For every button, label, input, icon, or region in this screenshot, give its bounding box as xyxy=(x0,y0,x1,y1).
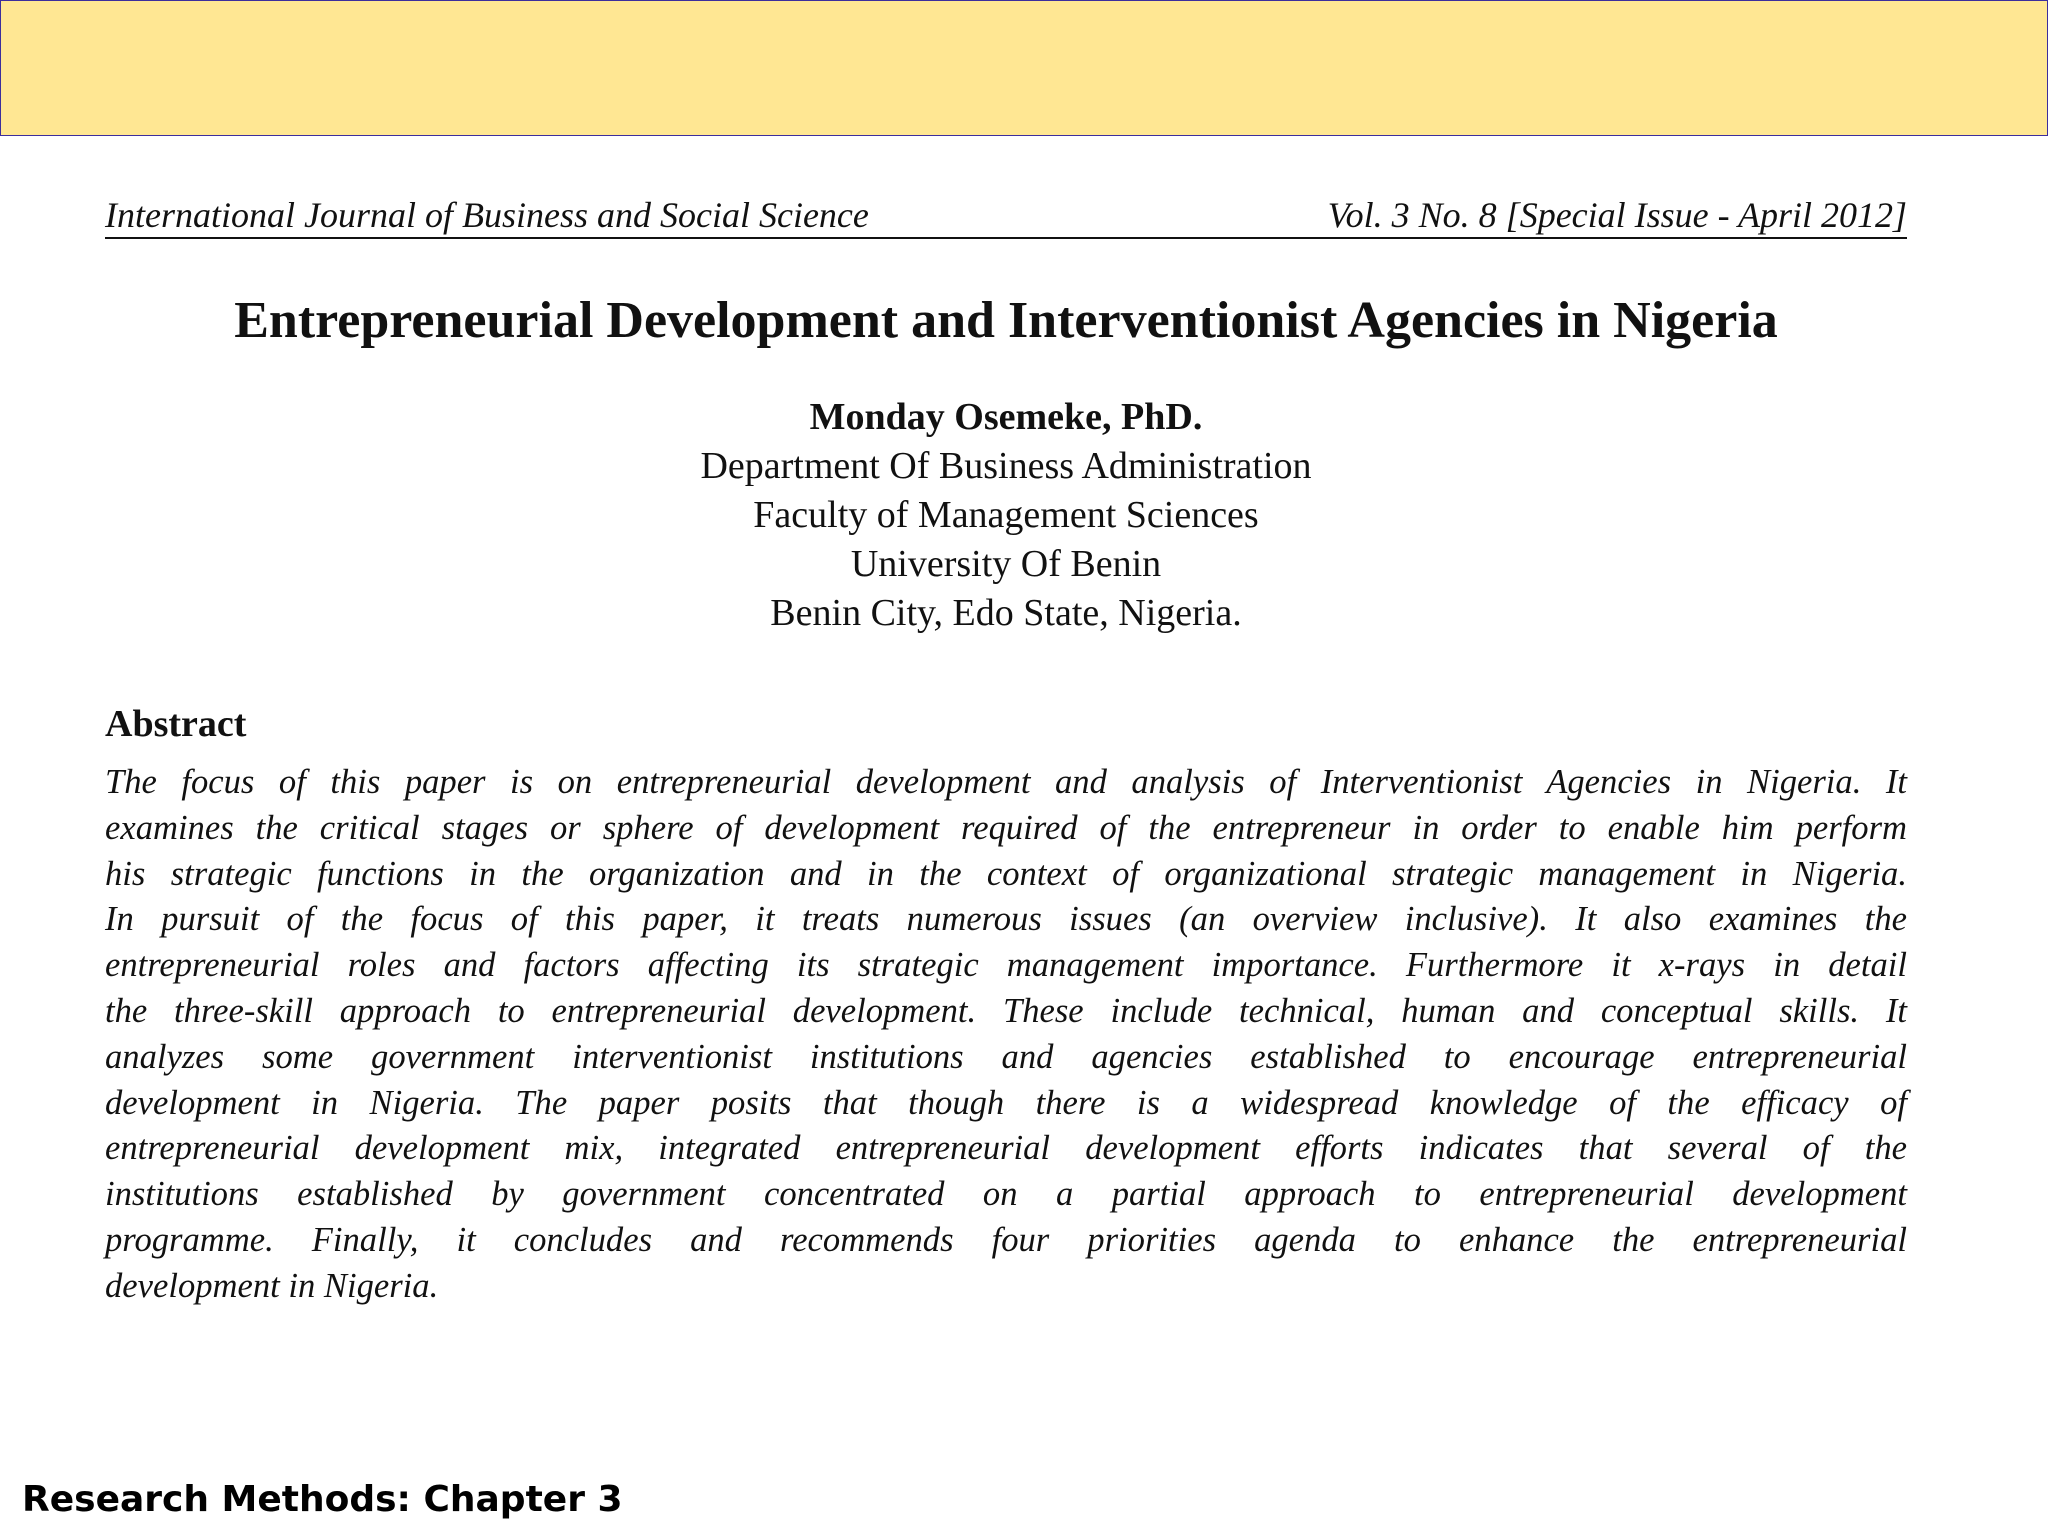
abstract-body xyxy=(105,760,1907,1310)
paper-title: Entrepreneurial Development and Interventionist Agencies in Nigeria xyxy=(234,292,1778,349)
abstract-heading: Abstract xyxy=(105,703,247,745)
author-faculty: Faculty of Management Sciences xyxy=(753,494,1259,536)
author-block xyxy=(105,393,1907,638)
abstract-line: his strategic functions in the organization and in the context of organizational strategic management in Nigeria. xyxy=(105,854,1907,893)
abstract-line: development in Nigeria. The paper posits that though there is a widespread knowledge of the efficacy of xyxy=(105,1083,1907,1122)
abstract-line: institutions established by government concentrated on a partial approach to entrepreneurial development xyxy=(105,1175,1907,1214)
abstract-line: programme. Finally, it concludes and recommends four priorities agenda to enhance the entrepreneurial xyxy=(105,1220,1907,1259)
author-location: Benin City, Edo State, Nigeria. xyxy=(770,592,1242,634)
abstract-line: In pursuit of the focus of this paper, it treats numerous issues (an overview inclusive). It also examines the xyxy=(105,900,1907,939)
title-banner xyxy=(0,0,2048,136)
abstract-line: the three-skill approach to entrepreneurial development. These include technical, human and conceptual skills. It xyxy=(105,991,1907,1030)
abstract-line: examines the critical stages or sphere of development required of the entrepreneur in order to enable him perform xyxy=(105,808,1907,847)
abstract-line: The focus of this paper is on entrepreneurial development and analysis of Interventionist Agencies in Nigeria. It xyxy=(105,763,1907,801)
abstract-line: development in Nigeria. xyxy=(105,1266,439,1305)
abstract-line: entrepreneurial development mix, integrated entrepreneurial development efforts indicates that several of the xyxy=(105,1129,1907,1168)
issue-info: Vol. 3 No. 8 [Special Issue - April 2012] xyxy=(1327,195,1907,235)
author-department: Department Of Business Administration xyxy=(700,445,1312,487)
abstract-line: entrepreneurial roles and factors affecting its strategic management importance. Furthermore it x-rays in detail xyxy=(105,946,1907,985)
journal-name: International Journal of Business and Social Science xyxy=(105,195,869,235)
author-name: Monday Osemeke, PhD. xyxy=(809,396,1203,438)
paper-excerpt xyxy=(105,185,1907,1310)
abstract-line: analyzes some government interventionist institutions and agencies established to encourage entrepreneurial xyxy=(105,1037,1907,1076)
slide-footer-label: Research Methods: Chapter 3 xyxy=(22,1479,623,1520)
author-university: University Of Benin xyxy=(850,543,1162,585)
running-head xyxy=(105,185,1907,239)
